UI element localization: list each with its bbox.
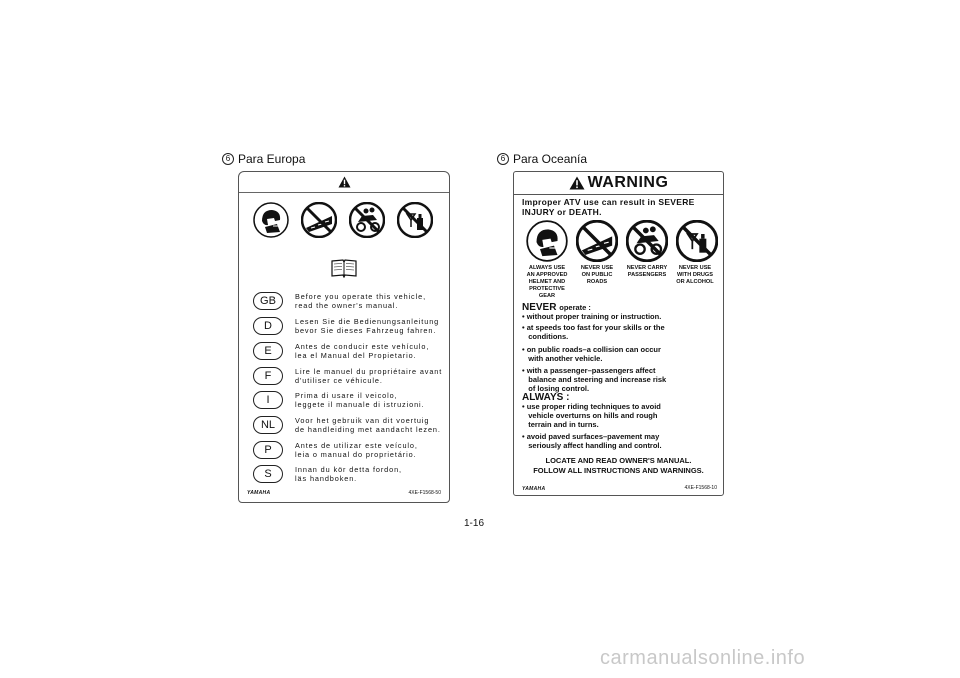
oceania-pictogram-row <box>526 220 718 262</box>
oceania-marker: 6 <box>497 153 509 165</box>
page-number: 1-16 <box>464 518 485 529</box>
warning-triangle-icon <box>338 176 351 188</box>
oceania-part-code: 4XE-F1568-10 <box>684 485 717 491</box>
never-item: • on public roads–a collision can occur with another vehicle. <box>522 345 661 364</box>
never-suffix: operate : <box>559 303 591 312</box>
no-public-road-icon <box>301 202 337 238</box>
language-row-nl <box>253 416 441 434</box>
oceania-heading-text: Para Oceanía <box>513 152 588 166</box>
language-instruction: Prima di usare il veicolo, leggete il manuale di istruzioni. <box>295 391 425 409</box>
always-item: • avoid paved surfaces–pavement may seriously affect handling and control. <box>522 432 662 451</box>
language-row-i <box>253 391 424 409</box>
language-code-badge: P <box>253 441 283 459</box>
language-row-p <box>253 441 418 459</box>
language-row-gb <box>253 292 426 310</box>
europe-heading-text: Para Europa <box>238 152 306 166</box>
warning-header <box>514 172 723 195</box>
language-instruction: Antes de conducir este vehículo, lea el Manual del Propietario. <box>295 342 430 360</box>
language-code-badge: F <box>253 367 283 385</box>
always-item: • use proper riding techniques to avoid vehicle overturns on hills and rough terrain and in turns. <box>522 402 661 430</box>
language-code-badge: GB <box>253 292 283 310</box>
pictogram-caption: NEVER USE ON PUBLIC ROADS <box>580 265 614 285</box>
warning-footer: LOCATE AND READ OWNER'S MANUAL. FOLLOW ALL INSTRUCTIONS AND WARNINGS. <box>533 456 704 475</box>
language-row-d <box>253 317 439 335</box>
warning-intro: Improper ATV use can result in SEVERE INJURY or DEATH. <box>522 197 695 217</box>
language-instruction: Antes de utilizar este veículo, leia o manual do proprietário. <box>295 441 418 459</box>
europe-marker: 6 <box>222 153 234 165</box>
no-alcohol-icon <box>676 220 718 262</box>
europe-part-code: 4XE-F1568-50 <box>408 490 441 496</box>
warning-title: WARNING <box>587 174 669 191</box>
no-alcohol-icon <box>397 202 433 238</box>
language-instruction: Voor het gebruik van dit voertuig de handleiding met aandacht lezen. <box>295 416 441 434</box>
owners-manual-book-icon <box>331 258 357 278</box>
no-passenger-icon <box>349 202 385 238</box>
europe-warning-label <box>238 171 450 503</box>
language-code-badge: D <box>253 317 283 335</box>
language-row-s <box>253 465 402 483</box>
always-heading: ALWAYS : <box>522 392 570 403</box>
europe-pictogram-row <box>253 202 433 238</box>
language-row-e <box>253 342 429 360</box>
language-code-badge: I <box>253 391 283 409</box>
no-passenger-icon <box>626 220 668 262</box>
watermark: carmanualsonline.info <box>600 647 806 669</box>
never-item: • with a passenger–passengers affect balance and steering and increase risk of losing control. <box>522 366 667 394</box>
language-instruction: Innan du kör detta fordon, läs handboken. <box>295 465 402 483</box>
language-code-badge: S <box>253 465 283 483</box>
no-public-road-icon <box>576 220 618 262</box>
language-instruction: Lire le manuel du propriétaire avant d'utiliser ce véhicule. <box>295 367 443 385</box>
language-instruction: Before you operate this vehicle, read the owner's manual. <box>295 292 427 310</box>
pictogram-caption: NEVER USE WITH DRUGS OR ALCOHOL <box>676 265 714 285</box>
helmet-gear-icon <box>526 220 568 262</box>
language-row-f <box>253 367 442 385</box>
never-item: • without proper training or instruction. <box>522 312 662 321</box>
yamaha-brand-mark: YAMAHA <box>247 490 271 496</box>
warning-triangle-icon <box>569 176 585 190</box>
language-code-badge: NL <box>253 416 283 434</box>
oceania-heading <box>497 152 587 166</box>
language-instruction: Lesen Sie die Bedienungsanleitung bevor Sie dieses Fahrzeug fahren. <box>295 317 440 335</box>
never-item: • at speeds too fast for your skills or the conditions. <box>522 323 665 342</box>
oceania-warning-label <box>513 171 724 496</box>
europe-heading <box>222 152 305 166</box>
pictogram-caption: NEVER CARRY PASSENGERS <box>626 265 668 278</box>
helmet-gear-icon <box>253 202 289 238</box>
language-code-badge: E <box>253 342 283 360</box>
yamaha-brand-mark: YAMAHA <box>522 486 546 492</box>
pictogram-caption: ALWAYS USE AN APPROVED HELMET AND PROTECTIVE GEAR <box>526 265 568 299</box>
never-heading: NEVER <box>522 302 557 313</box>
